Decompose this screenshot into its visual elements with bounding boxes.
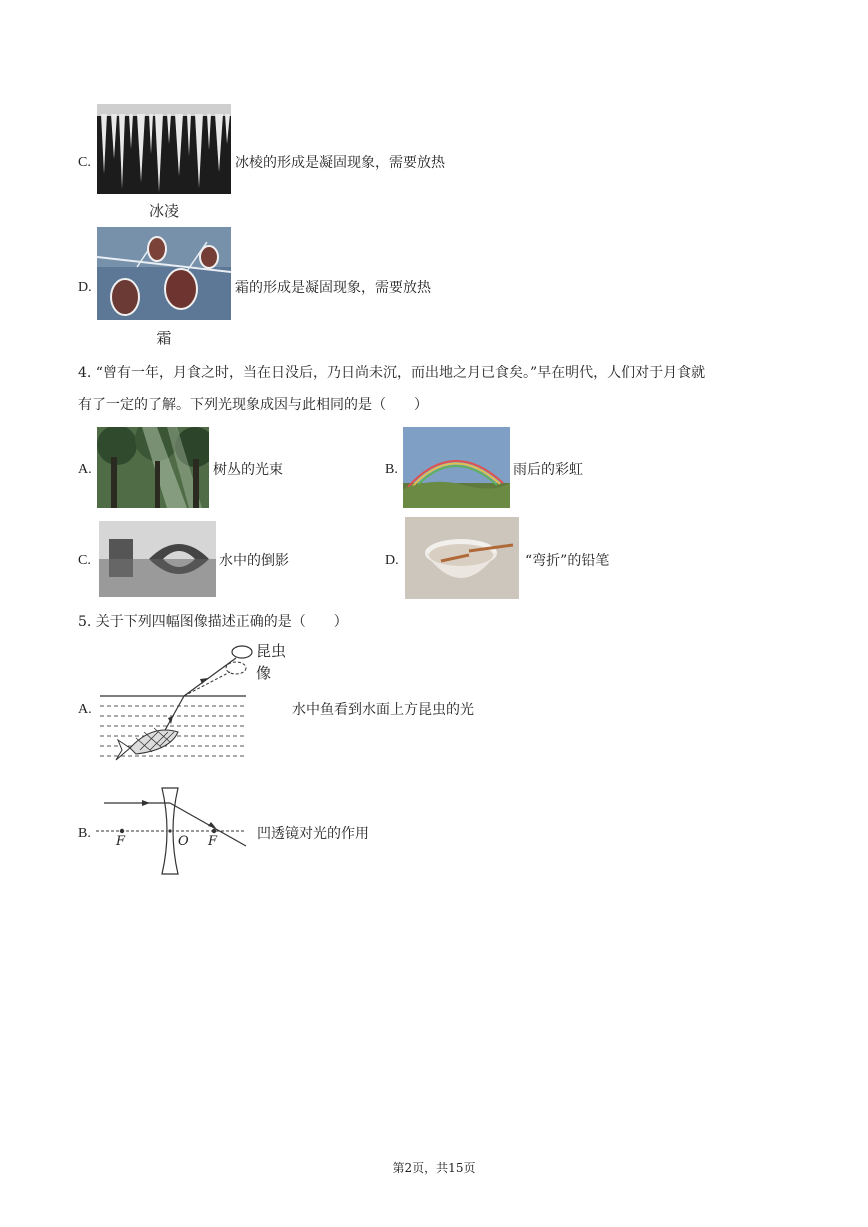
q3-option-d-text: 霜的形成是凝固现象，需要放热 [235, 280, 431, 296]
q4-stem-line1: 4. “曾有一年，月食之时，当在日没后，乃日尚未沉，而出地之月已食矣。”早在明代，人们对于月食就 [78, 365, 706, 381]
optical-center-label: O [178, 834, 189, 849]
q4-option-a-text: 树丛的光束 [213, 462, 283, 478]
insect-label: 昆虫 [256, 642, 287, 660]
fish-insect-diagram [96, 640, 287, 770]
q4-option-a-label: A. [78, 462, 92, 477]
q5-option-b-text: 凹透镜对光的作用 [257, 826, 369, 842]
q3-option-c-label: C. [78, 155, 91, 170]
icicles-caption: 冰凌 [148, 202, 179, 220]
bridge-reflection-photo [99, 521, 216, 597]
q4-option-d-label: D. [385, 553, 399, 568]
q4-option-b-text: 雨后的彩虹 [513, 462, 583, 478]
page-number: 第2页，共15页 [392, 1161, 476, 1175]
q4-option-d-text: “弯折”的铅笔 [525, 553, 610, 569]
concave-lens-diagram [96, 784, 251, 876]
frost-photo [97, 227, 231, 320]
focal-point-right-label: F [208, 834, 218, 849]
q3-option-d-label: D. [78, 280, 92, 295]
focal-point-left-label: F [116, 834, 126, 849]
q3-option-c-text: 冰棱的形成是凝固现象，需要放热 [235, 155, 445, 171]
bent-pencil-photo [405, 517, 519, 599]
rainbow-photo [403, 427, 510, 508]
icicles-photo [97, 104, 231, 194]
q4-option-c-label: C. [78, 553, 91, 568]
q5-option-a-label: A. [78, 702, 92, 717]
q4-option-c-text: 水中的倒影 [219, 553, 289, 569]
q4-option-b-label: B. [385, 462, 398, 477]
forest-light-beams-photo [97, 427, 209, 508]
q5-stem: 5. 关于下列四幅图像描述正确的是（ ） [78, 614, 348, 630]
image-label: 像 [256, 664, 272, 682]
q5-option-b-label: B. [78, 826, 91, 841]
q5-option-a-text: 水中鱼看到水面上方昆虫的光 [292, 702, 474, 718]
q4-stem-line2: 有了一定的了解。下列光现象成因与此相同的是（ ） [78, 397, 428, 413]
frost-caption: 霜 [156, 329, 172, 347]
